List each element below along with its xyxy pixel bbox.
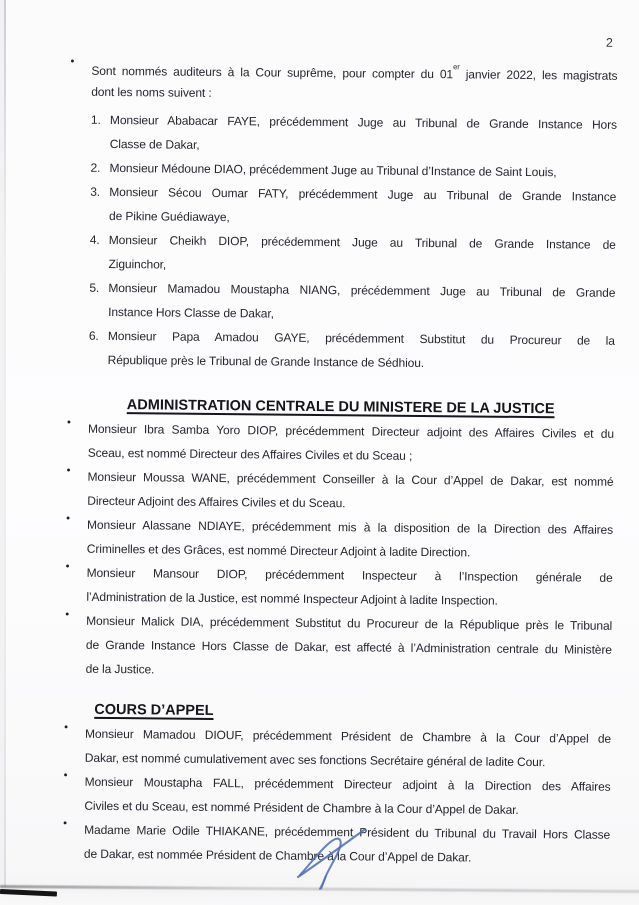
text-line: Directeur Adjoint des Affaires Civiles et du Sceau. — [87, 493, 346, 511]
bullet-icon: • — [65, 560, 70, 573]
text-line: Monsieur Moustapha FALL, précédemment Directeur adjoint à la Direction des Affaires — [84, 774, 611, 794]
item-number: 5. — [89, 280, 100, 295]
text-line: Monsieur Alassane NDIAYE, précédemment mis à la disposition de la Direction des Affaires — [87, 517, 614, 537]
text-line: dont les noms suivent : — [91, 84, 212, 100]
numbered-list-item — [89, 324, 615, 377]
text-line: Madame Marie Odile THIAKANE, précédemment Président du Tribunal du Travail Hors Classe — [84, 822, 611, 842]
text-line: Monsieur Mamadou Moustapha NIANG, précédemment Juge au Tribunal de Grande — [108, 280, 616, 300]
intro-bullet-item — [70, 56, 617, 109]
supreme-court-list — [89, 108, 618, 377]
text-line: Monsieur Mamadou DIOUF, précédemment Président de Chambre à la Cour d’Appel de — [85, 726, 612, 746]
bullet-list-item — [65, 609, 613, 686]
text-line: Monsieur Sécou Oumar FATY, précédemment Juge au Tribunal de Grande Instance — [109, 184, 617, 204]
numbered-list-item — [90, 180, 616, 233]
bullet-list-item — [65, 561, 612, 614]
item-number: 1. — [90, 112, 101, 127]
item-number: 4. — [89, 232, 100, 247]
section-heading-text: COURS D’APPEL — [94, 701, 214, 719]
bullet-icon: • — [67, 416, 71, 429]
item-number: 3. — [90, 184, 101, 199]
superscript-er: er — [453, 62, 460, 72]
numbered-list-item — [91, 108, 617, 161]
numbered-list-item — [89, 228, 615, 281]
text-line: Civiles et du Sceau, est nommé Président de Chambre à la Cour d’Appel de Dakar. — [84, 798, 519, 817]
text-line: Monsieur Cheikh DIOP, précédemment Juge au Tribunal de Grande Instance de — [108, 232, 616, 252]
bullet-list-item — [66, 465, 613, 518]
section-heading-text: ADMINISTRATION CENTRALE DU MINISTERE DE LA JUSTICE — [126, 397, 555, 418]
text-line: Classe de Dakar, — [109, 136, 200, 152]
text-line: Sceau, est nommé Directeur des Affaires Civiles et du Sceau ; — [87, 445, 413, 463]
intro-text-before: Sont nommés auditeurs à la Cour suprême, pour compter du 01 — [91, 63, 454, 82]
text-line: de Grande Instance Hors Classe de Dakar, est affecté à l’Administration centrale du Ministère — [85, 637, 612, 657]
bullet-list-item — [63, 770, 610, 823]
bullet-list-item — [64, 722, 611, 775]
item-number: 6. — [88, 328, 99, 343]
text-line: de la Justice. — [85, 661, 155, 677]
administration-list — [65, 417, 615, 686]
bullet-icon: • — [64, 721, 68, 734]
bullet-icon: • — [63, 769, 68, 782]
text-line: de Dakar, est nommée Président de Chambre à la Cour d’Appel de Dakar. — [83, 846, 472, 865]
text-line: Monsieur Ibra Samba Yoro DIOP, précédemment Directeur adjoint des Affaires Civiles et du — [87, 421, 615, 441]
text-line: Criminelles et des Grâces, est nommé Directeur Adjoint à ladite Direction. — [86, 541, 471, 560]
text-line: Monsieur Médoune DIAO, précédemment Juge au Tribunal d’Instance de Saint Louis, — [109, 160, 557, 180]
text-line: Monsieur Papa Amadou GAYE, précédemment Substitut du Procureur de la — [107, 328, 615, 348]
bullet-icon: • — [66, 512, 70, 525]
bullet-list-item — [66, 513, 613, 566]
text-line: Ziguinchor, — [108, 256, 167, 272]
numbered-list-item — [89, 276, 615, 329]
item-number: 2. — [90, 160, 101, 175]
text-line: Instance Hors Classe de Dakar, — [108, 304, 274, 321]
text-line: Monsieur Mansour DIOP, précédemment Inspecteur à l’Inspection générale de — [86, 565, 613, 585]
bullet-list-item — [67, 417, 614, 470]
text-line: l’Administration de la Justice, est nommé Inspecteur Adjoint à ladite Inspection. — [86, 589, 498, 608]
text-line: République près le Tribunal de Grande Instance de Sédhiou. — [107, 352, 425, 370]
intro-text-after: janvier 2022, les magistrats — [459, 67, 618, 83]
bullet-icon: • — [65, 608, 70, 621]
text-line: Monsieur Moussa WANE, précédemment Conseiller à la Cour d’Appel de Dakar, est nommé — [87, 469, 614, 489]
bullet-icon: • — [70, 55, 75, 68]
bullet-icon: • — [63, 817, 68, 830]
text-line: de Pikine Guédiawaye, — [108, 208, 230, 225]
bullet-icon: • — [66, 464, 71, 477]
page-number: 2 — [605, 35, 613, 50]
text-line: Monsieur Malick DIA, précédemment Substitut du Procureur de la République près le Tribunal — [86, 613, 613, 633]
text-line: Monsieur Ababacar FAYE, précédemment Juge au Tribunal de Grande Instance Hors — [109, 112, 618, 132]
text-line: Dakar, est nommé cumulativement avec ses fonctions Secrétaire général de ladite Cour. — [84, 750, 546, 770]
